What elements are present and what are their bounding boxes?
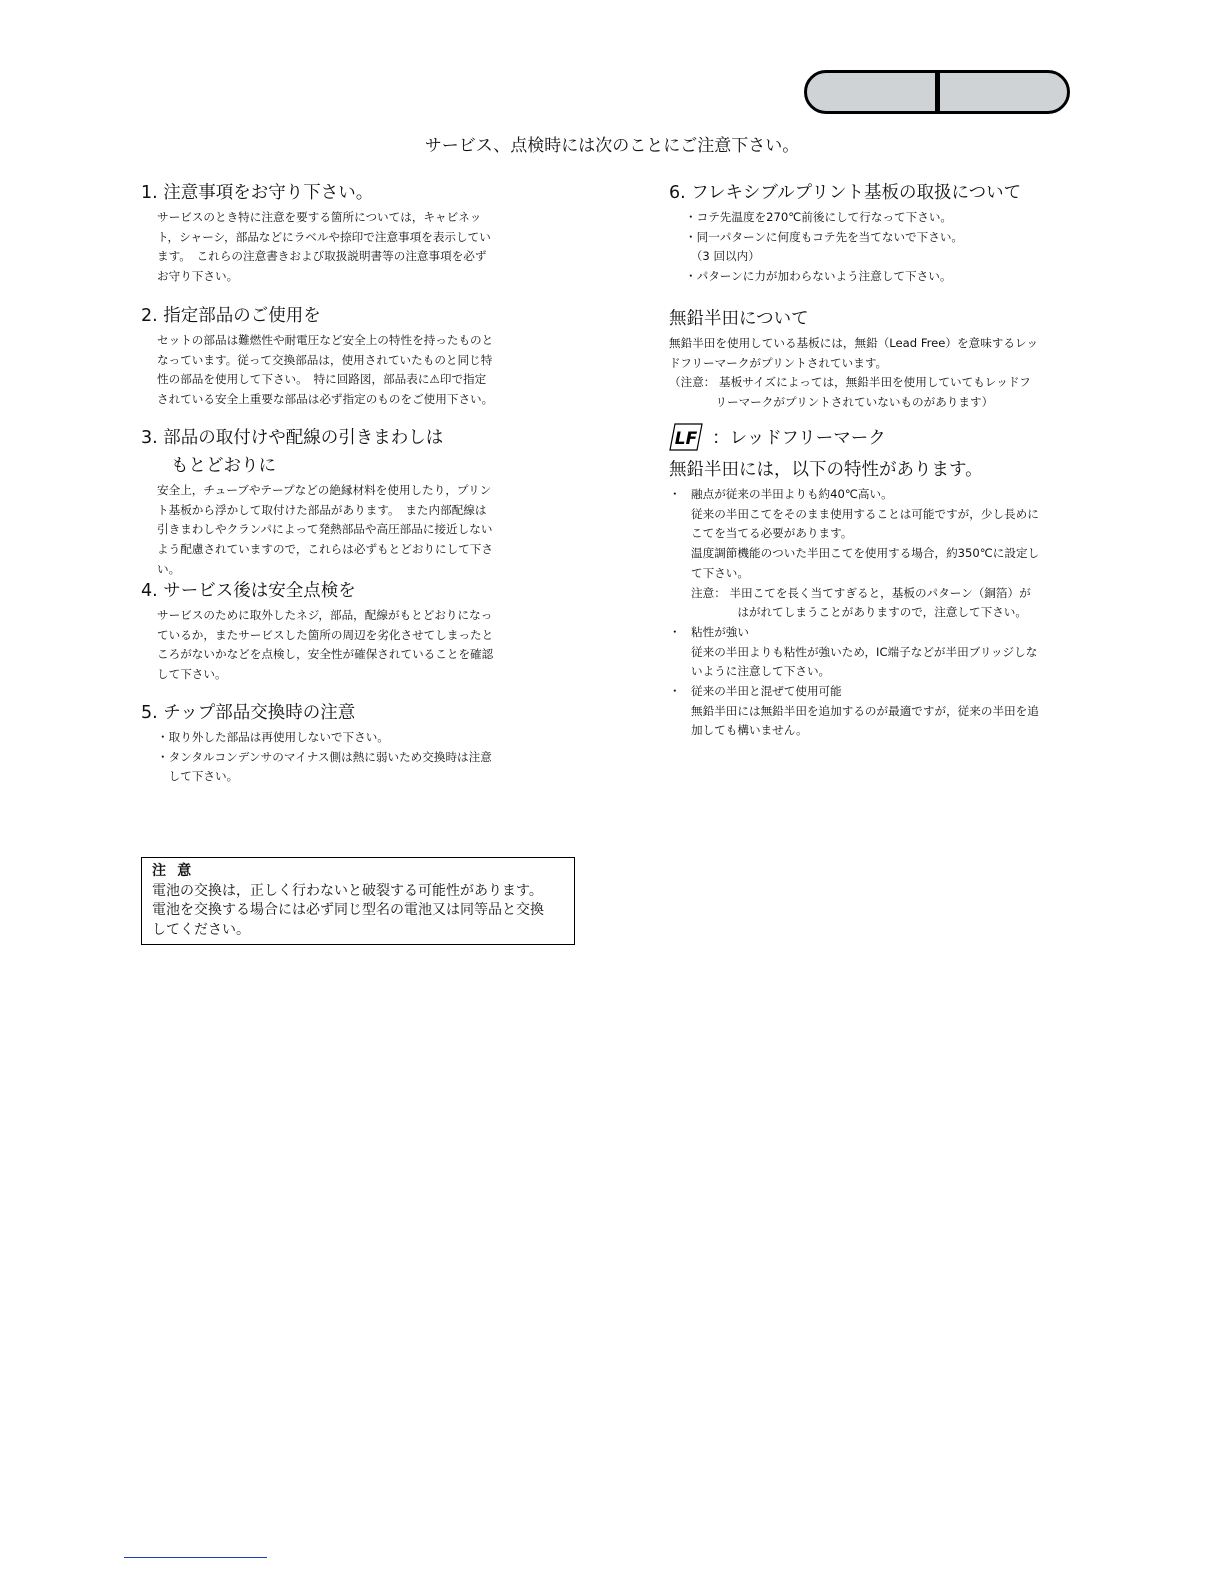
property-3-title: 従来の半田と混ぜて使用可能 <box>691 684 842 699</box>
property-bullet: ・ <box>669 624 681 639</box>
header-tab-right <box>940 73 1068 111</box>
section-3-line: ト基板から浮かして取付けた部品があります。 また内部配線は <box>157 502 487 517</box>
section-3-line: よう配慮されていますので，これらは必ずもとどおりにして下さ <box>157 542 493 557</box>
section-4-line: サービスのために取外したネジ，部品，配線がもとどおりになっ <box>157 608 493 622</box>
section-6-line: ・パターンに力が加わらないよう注意して下さい。 <box>685 269 952 284</box>
property-1-line: て下さい。 <box>691 565 749 580</box>
section-6-line: ・同一パターンに何度もコテ先を当てないで下さい。 <box>685 229 964 244</box>
section-5-line: ・取り外した部品は再使用しないで下さい。 <box>157 730 389 744</box>
section-5-heading: 5. チップ部品交換時の注意 <box>141 703 356 723</box>
caution-line: 電池を交換する場合には必ず同じ型名の電池又は同等品と交換 <box>152 902 544 918</box>
caution-line: してください。 <box>152 921 250 938</box>
section-1-line: ます。 これらの注意書きおよび取扱説明書等の注意事項を必ず <box>157 249 487 264</box>
lead-free-section <box>669 306 1079 413</box>
properties-heading: 無鉛半田には，以下の特性があります。 <box>669 460 983 480</box>
lead-free-line: 無鉛半田を使用している基板には，無鉛（Lead Free）を意味するレッ <box>669 336 1039 350</box>
property-1-line: 温度調節機能のついた半田こてを使用する場合，約350℃に設定し <box>691 546 1040 561</box>
section-5-line: ・タンタルコンデンサのマイナス側は熱に弱いため交換時は注意 <box>157 749 492 764</box>
section-2-line: されている安全上重要な部品は必ず指定のものをご使用下さい。 <box>157 392 494 407</box>
property-1 <box>669 485 1079 623</box>
property-bullet: ・ <box>669 487 681 501</box>
svg-text:LF: LF <box>674 429 698 449</box>
page-title: サービス、点検時には次のことにご注意下さい。 <box>424 136 800 156</box>
section-4-line: ているか，またサービスした箇所の周辺を劣化させてしまったと <box>157 627 494 642</box>
lead-free-line: リーマークがプリントされていないものがあります） <box>669 395 994 410</box>
section-3-line: 安全上，チューブやテープなどの絶縁材料を使用したり，プリン <box>157 483 492 497</box>
section-3 <box>141 425 541 580</box>
section-6 <box>669 180 1079 287</box>
lead-free-line: ドフリーマークがプリントされています。 <box>669 355 888 370</box>
lead-free-heading: 無鉛半田について <box>669 309 809 329</box>
caution-line: 電池の交換は，正しく行わないと破裂する可能性があります。 <box>152 882 543 899</box>
property-2-line: 従来の半田よりも粘性が強いため，IC端子などが半田ブリッジしな <box>691 644 1038 659</box>
section-6-heading: 6. フレキシブルプリント基板の取扱について <box>669 183 1022 203</box>
lead-free-mark-row <box>669 423 1079 451</box>
section-2-heading: 2. 指定部品のご使用を <box>141 306 321 326</box>
section-3-line: い。 <box>157 561 181 576</box>
lead-free-mark-icon <box>669 423 703 451</box>
lead-free-mark-label: ：レッドフリーマーク <box>712 428 886 449</box>
section-4 <box>141 578 541 685</box>
property-1-line: こてを当てる必要があります。 <box>691 526 853 541</box>
property-bullet: ・ <box>669 684 681 699</box>
section-4-heading: 4. サービス後は安全点検を <box>141 581 356 601</box>
property-1-line: はがれてしまうことがありますので，注意して下さい。 <box>691 605 1027 620</box>
lead-free-line: （注意： 基板サイズによっては，無鉛半田を使用していてもレッドフ <box>669 375 1031 390</box>
section-5-line: して下さい。 <box>157 769 239 784</box>
properties-section <box>669 457 1079 741</box>
section-2 <box>141 303 541 410</box>
caution-box <box>141 857 575 945</box>
property-3 <box>669 682 1079 741</box>
property-3-line: 無鉛半田には無鉛半田を追加するのが最適ですが，従来の半田を追 <box>691 703 1039 718</box>
property-2-line: いように注意して下さい。 <box>691 664 831 679</box>
section-3-heading-cont: もとどおりに <box>171 456 276 476</box>
section-4-line: ころがないかなどを点検し，安全性が確保されていることを確認 <box>157 647 494 662</box>
section-2-line: セットの部品は難燃性や耐電圧など安全上の特性を持ったものと <box>157 333 494 347</box>
header-tab-left <box>807 73 940 111</box>
section-6-line: ・コテ先温度を270℃前後にして行なって下さい。 <box>685 210 953 224</box>
section-2-line: 性の部品を使用して下さい。 特に回路図，部品表に⚠印で指定 <box>157 372 487 387</box>
property-3-line: 加しても構いません。 <box>691 723 808 738</box>
property-2-title: 粘性が強い <box>691 624 749 639</box>
section-2-line: なっています。従って交換部品は，使用されていたものと同じ特 <box>157 352 493 367</box>
section-5 <box>141 700 541 787</box>
property-1-line: 従来の半田こてをそのまま使用することは可能ですが，少し長めに <box>691 506 1039 521</box>
section-1-line: サービスのとき特に注意を要する箇所については，キャビネッ <box>157 210 482 224</box>
property-1-line: 注意： 半田こてを長く当てすぎると，基板のパターン（銅箔）が <box>691 585 1031 600</box>
section-3-heading: 3. 部品の取付けや配線の引きまわしは <box>141 428 444 448</box>
section-1-heading: 1. 注意事項をお守り下さい。 <box>141 183 374 203</box>
section-1-line: ト，シャーシ，部品などにラベルや捺印で注意事項を表示してい <box>157 229 491 244</box>
property-1-title: 融点が従来の半田よりも約40℃高い。 <box>691 487 893 501</box>
section-1-line: お守り下さい。 <box>157 269 239 284</box>
caution-title: 注意 <box>152 863 203 879</box>
section-3-line: 引きまわしやクランパによって発熱部品や高圧部品に接近しない <box>157 522 493 537</box>
property-2 <box>669 623 1079 682</box>
section-1 <box>141 180 541 287</box>
section-6-line: （3 回以内） <box>685 249 760 264</box>
section-4-line: して下さい。 <box>157 667 227 682</box>
header-tab-pill <box>804 70 1070 114</box>
footer-rule <box>124 1557 267 1558</box>
